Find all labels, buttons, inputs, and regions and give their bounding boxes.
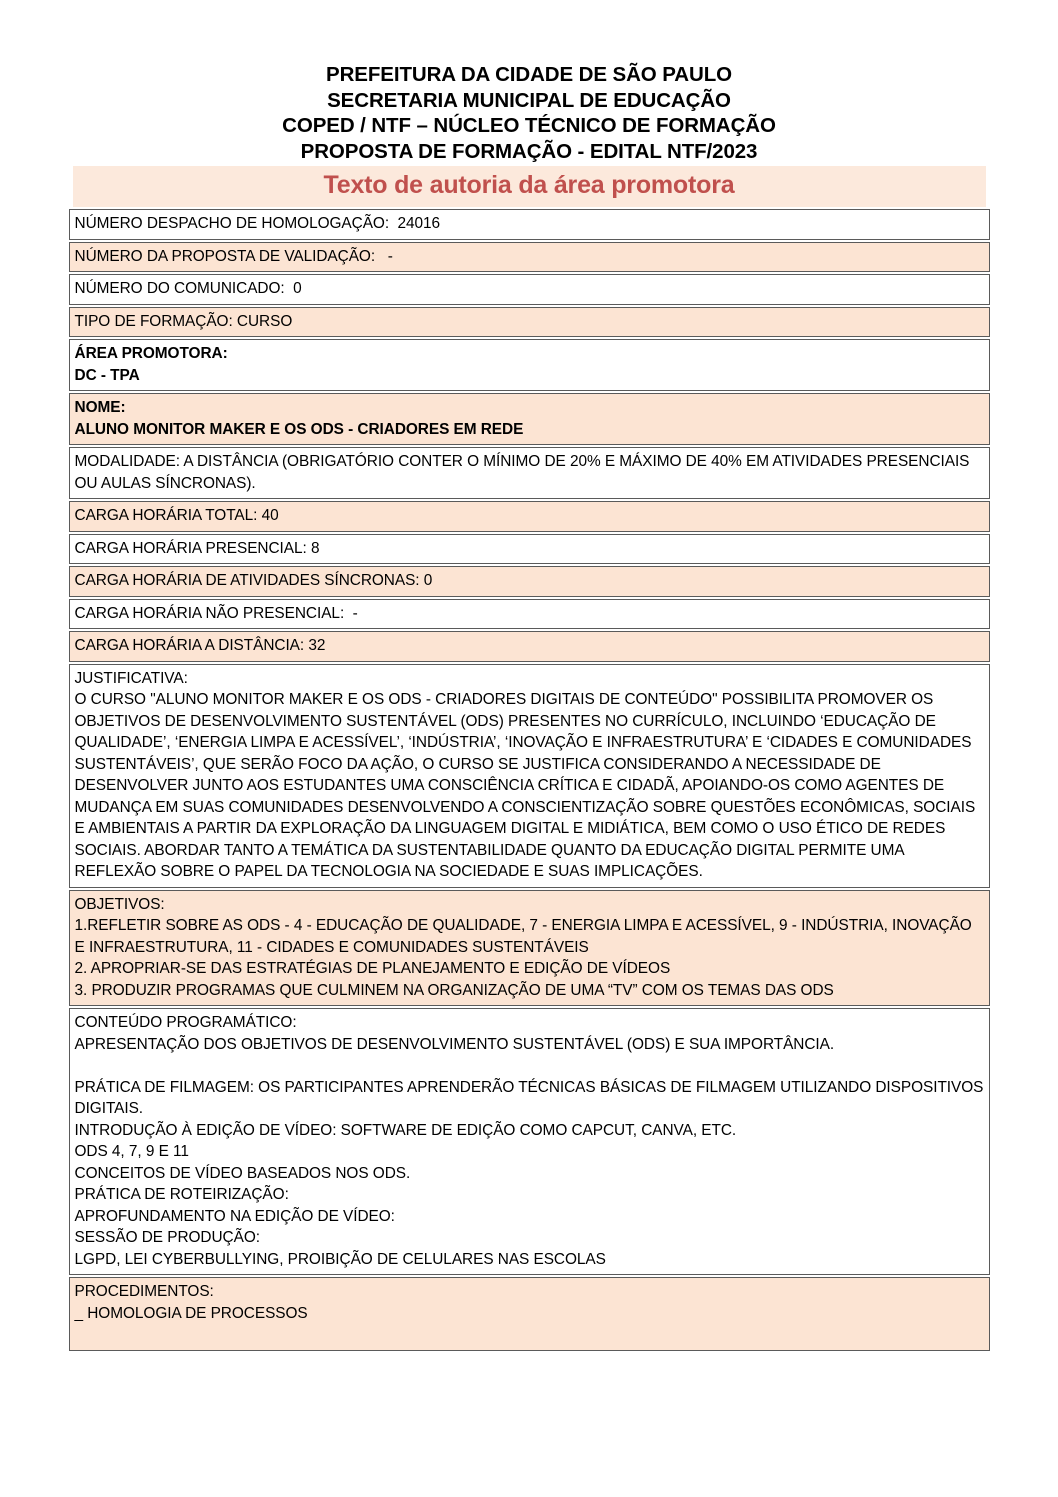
- field-carga-horaria-nao-presencial: [69, 599, 990, 630]
- table-row: [69, 631, 990, 662]
- field-line-carga-horaria-total-0: CARGA HORÁRIA TOTAL: 40: [74, 507, 279, 524]
- field-line-conteudo-programatico-0: APRESENTAÇÃO DOS OBJETIVOS DE DESENVOLVIMENTO SUSTENTÁVEL (ODS) E SUA IMPORTÂNCIA.: [74, 1035, 835, 1053]
- field-tailline-conteudo-programatico-6: LGPD, LEI CYBERBULLYING, PROIBIÇÃO DE CELULARES NAS ESCOLAS: [74, 1250, 606, 1268]
- field-line-carga-horaria-presencial-0: CARGA HORÁRIA PRESENCIAL: 8: [74, 539, 320, 557]
- header-line-prefeitura: PREFEITURA DA CIDADE DE SÃO PAULO: [326, 63, 732, 86]
- field-line-numero-proposta-validacao-0: NÚMERO DA PROPOSTA DE VALIDAÇÃO: -: [74, 247, 393, 265]
- field-tipo-de-formacao: [69, 307, 990, 338]
- field-line-area-promotora-0: ÁREA PROMOTORA:: [74, 345, 228, 362]
- field-carga-horaria-a-distancia: [69, 631, 990, 662]
- field-line-carga-horaria-nao-presencial-0: CARGA HORÁRIA NÃO PRESENCIAL: -: [74, 604, 358, 622]
- field-modalidade: [69, 447, 990, 499]
- banner-title-text: Texto de autoria da área promotora: [323, 171, 735, 199]
- field-carga-horaria-total: [69, 501, 990, 532]
- field-label-objetivos: OBJETIVOS:: [74, 895, 165, 913]
- field-nome: [69, 393, 990, 445]
- field-area-promotora: [69, 339, 990, 391]
- form-table-body: [69, 209, 990, 1351]
- field-tailline-conteudo-programatico-4: APROFUNDAMENTO NA EDIÇÃO DE VÍDEO:: [74, 1207, 395, 1225]
- field-tailline-objetivos-0: 2. APROPRIAR-SE DAS ESTRATÉGIAS DE PLANEJAMENTO E EDIÇÃO DE VÍDEOS: [74, 960, 671, 977]
- field-carga-horaria-atividades-sincronas: [69, 566, 990, 597]
- table-row: [69, 1008, 990, 1275]
- header-line-secretaria: SECRETARIA MUNICIPAL DE EDUCAÇÃO: [327, 88, 731, 112]
- field-line-nome-0: NOME:: [74, 399, 126, 416]
- field-line-carga-horaria-a-distancia-0: CARGA HORÁRIA A DISTÂNCIA: 32: [74, 637, 326, 654]
- field-numero-comunicado: [69, 274, 990, 305]
- field-numero-despacho-homologacao: [69, 209, 990, 240]
- field-tailline-conteudo-programatico-5: SESSÃO DE PRODUÇÃO:: [74, 1229, 260, 1246]
- field-line-numero-comunicado-0: NÚMERO DO COMUNICADO: 0: [74, 280, 302, 297]
- field-line-numero-despacho-homologacao-0: NÚMERO DESPACHO DE HOMOLOGAÇÃO: 24016: [74, 215, 441, 232]
- field-line-nome-1: ALUNO MONITOR MAKER E OS ODS - CRIADORES EM REDE: [74, 420, 524, 438]
- field-line-procedimentos-2: [75, 1324, 985, 1346]
- table-row: [69, 242, 990, 273]
- header-line-proposta-edital: PROPOSTA DE FORMAÇÃO - EDITAL NTF/2023: [300, 139, 758, 163]
- table-row: [69, 339, 990, 391]
- table-row: [69, 393, 990, 445]
- field-label-justificativa: JUSTIFICATIVA:: [74, 669, 188, 687]
- table-row: [69, 664, 990, 888]
- field-carga-horaria-presencial: [69, 534, 990, 565]
- field-tailline-conteudo-programatico-3: PRÁTICA DE ROTEIRIZAÇÃO:: [74, 1186, 289, 1203]
- field-line-conteudo-programatico-1: [75, 1055, 985, 1077]
- table-row: [69, 599, 990, 630]
- field-tailline-objetivos-1: 3. PRODUZIR PROGRAMAS QUE CULMINEM NA ORGANIZAÇÃO DE UMA “TV” COM OS TEMAS DAS ODS: [74, 981, 834, 999]
- document-header: [0, 0, 1058, 164]
- proposal-form-table: [69, 207, 990, 1353]
- header-line-coped-ntf: COPED / NTF – NÚCLEO TÉCNICO DE FORMAÇÃO: [282, 114, 776, 137]
- title-banner: [73, 166, 986, 207]
- table-row: [69, 209, 990, 240]
- field-label-conteudo-programatico: CONTEÚDO PROGRAMÁTICO:: [74, 1014, 297, 1031]
- table-row: [69, 1277, 990, 1351]
- table-row: [69, 534, 990, 565]
- field-tailline-conteudo-programatico-1: ODS 4, 7, 9 E 11: [74, 1143, 189, 1160]
- field-conteudo-programatico: [69, 1008, 990, 1275]
- field-paragraph-conteudo-programatico: PRÁTICA DE FILMAGEM: OS PARTICIPANTES APRENDERÃO TÉCNICAS BÁSICAS DE FILMAGEM UTILIZANDO DISPOSITIVOS DIGITAIS.: [74, 1078, 984, 1117]
- field-justificativa: [69, 664, 990, 888]
- field-line-area-promotora-1: DC - TPA: [74, 366, 140, 384]
- field-line-carga-horaria-atividades-sincronas-0: CARGA HORÁRIA DE ATIVIDADES SÍNCRONAS: 0: [74, 572, 433, 589]
- field-paragraph-justificativa: O CURSO "ALUNO MONITOR MAKER E OS ODS - CRIADORES DIGITAIS DE CONTEÚDO" POSSIBILITA PROMOVER OS OBJETIVOS DE DESENVOLVIMENTO SUSTENTÁVEL (ODS) PRESENTES NO CURRÍCULO, INCLUINDO ‘EDUCAÇÃO DE QUALIDADE’, ‘ENERGIA LIMPA E ACESSÍVEL’, ‘INDÚSTRIA’, ‘INOVAÇÃO E INFRAESTRUTURA’ E ‘CIDADES E COMUNIDADES SUSTENTÁVEIS’, QUE SERÃO FOCO DA AÇÃO, O CURSO SE JUSTIFICA CONSIDERANDO A NECESSIDADE DE DESENVOLVER JUNTO AOS ESTUDANTES UMA CONSCIÊNCIA CRÍTICA E CIDADÃ, APOIANDO-OS COMO AGENTES DE MUDANÇA EM SUAS COMUNIDADES DESENVOLVENDO A CONSCIENTIZAÇÃO SOBRE QUESTÕES ECONÔMICAS, SOCIAIS E AMBIENTAIS A PARTIR DA EXPLORAÇÃO DA LINGUAGEM DIGITAL E MIDIÁTICA, BEM COMO O USO ÉTICO DE REDES SOCIAIS. ABORDAR TANTO A TEMÁTICA DA SUSTENTABILIDADE QUANTO DA EDUCAÇÃO DIGITAL PERMITE UMA REFLEXÃO SOBRE O PAPEL DA TECNOLOGIA NA SOCIEDADE E SUAS IMPLICAÇÕES.: [74, 691, 976, 880]
- field-paragraph-objetivos: 1.REFLETIR SOBRE AS ODS - 4 - EDUCAÇÃO DE QUALIDADE, 7 - ENERGIA LIMPA E ACESSÍVEL, 9 - INDÚSTRIA, INOVAÇÃO E INFRAESTRUTURA, 11 - CIDADES E COMUNIDADES SUSTENTÁVEIS: [74, 917, 972, 956]
- table-row: [69, 890, 990, 1007]
- table-row: [69, 274, 990, 305]
- field-tailline-conteudo-programatico-2: CONCEITOS DE VÍDEO BASEADOS NOS ODS.: [74, 1164, 411, 1182]
- table-row: [69, 566, 990, 597]
- field-procedimentos: [69, 1277, 990, 1351]
- table-row: [69, 447, 990, 499]
- field-tailline-conteudo-programatico-0: INTRODUÇÃO À EDIÇÃO DE VÍDEO: SOFTWARE DE EDIÇÃO COMO CAPCUT, CANVA, ETC.: [74, 1121, 737, 1139]
- table-row: [69, 501, 990, 532]
- field-line-tipo-de-formacao-0: TIPO DE FORMAÇÃO: CURSO: [74, 312, 293, 330]
- field-line-procedimentos-0: PROCEDIMENTOS:: [74, 1283, 214, 1300]
- table-row: [69, 307, 990, 338]
- field-numero-proposta-validacao: [69, 242, 990, 273]
- field-objetivos: [69, 890, 990, 1007]
- field-line-procedimentos-1: _ HOMOLOGIA DE PROCESSOS: [74, 1304, 308, 1322]
- field-paragraph-modalidade: MODALIDADE: A DISTÂNCIA (OBRIGATÓRIO CONTER O MÍNIMO DE 20% E MÁXIMO DE 40% EM ATIVIDADES PRESENCIAIS OU AULAS SÍNCRONAS).: [74, 453, 970, 492]
